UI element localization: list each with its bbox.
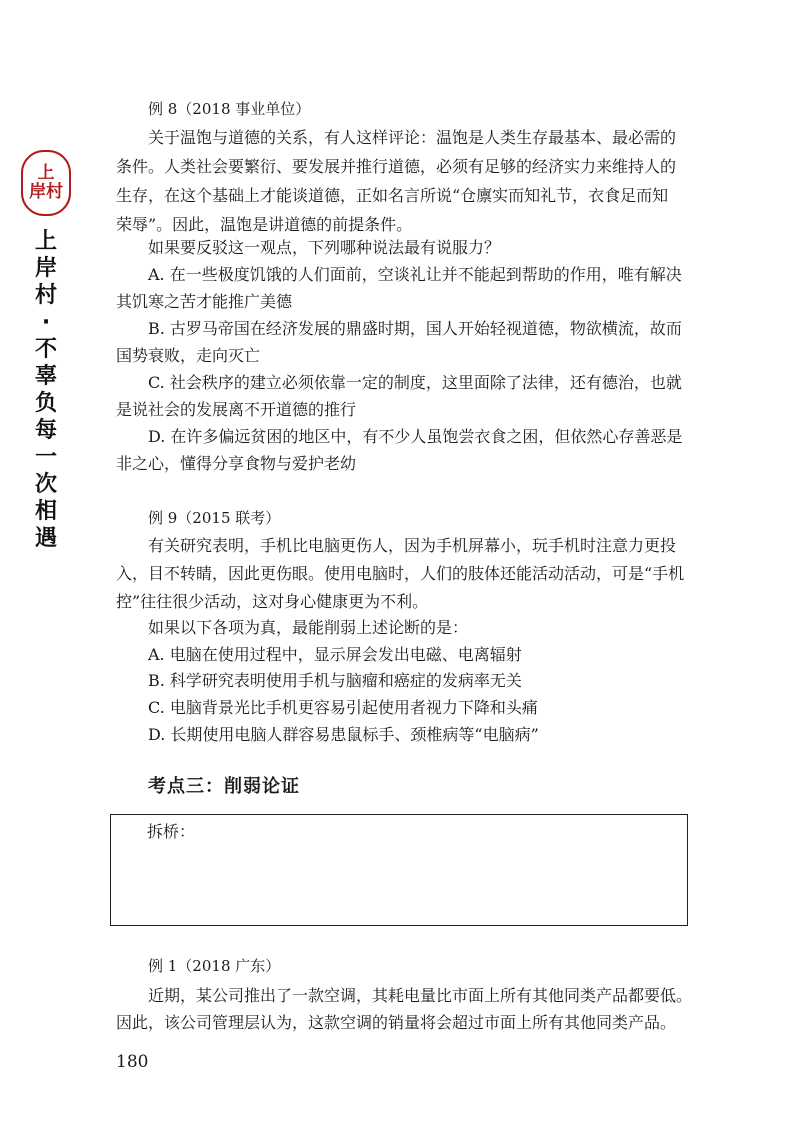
motto-char: 一 — [34, 445, 57, 470]
example-8-option-d: D. 在许多偏远贫困的地区中，有不少人虽饱尝衣食之困，但依然心存善恶是 — [148, 427, 683, 446]
example-8-question: 如果要反驳这一观点，下列哪种说法最有说服力？ — [148, 238, 501, 257]
example-8-stem-line: 生存，在这个基础上才能谈道德，正如名言所说“仓廪实而知礼节，衣食足而知 — [116, 186, 669, 205]
example-8-stem-line: 关于温饱与道德的关系，有人这样评论：温饱是人类生存最基本、最必需的 — [148, 128, 677, 147]
motto-char: · — [41, 310, 51, 335]
example-8-option-a-cont: 其饥寒之苦才能推广美德 — [116, 292, 293, 311]
example-9-option-b: B. 科学研究表明使用手机与脑瘤和癌症的发病率无关 — [148, 671, 522, 690]
example-9-stem-line: 有关研究表明，手机比电脑更伤人，因为手机屏幕小，玩手机时注意力更投 — [148, 536, 677, 555]
example-1-title: 例 1（2018 广东） — [148, 957, 281, 975]
example-8-option-c: C. 社会秩序的建立必须依靠一定的制度，这里面除了法律，还有德治，也就 — [148, 373, 682, 392]
note-box — [110, 814, 688, 926]
motto-char: 不 — [34, 337, 57, 362]
motto-char: 负 — [34, 391, 57, 416]
example-8-stem-line: 荣辱”。因此，温饱是讲道德的前提条件。 — [116, 215, 413, 234]
example-8-stem-line: 条件。人类社会要繁衍、要发展并推行道德，必须有足够的经济实力来维持人的 — [116, 157, 677, 176]
motto-char: 每 — [34, 418, 57, 443]
motto-char: 辜 — [34, 364, 57, 389]
example-9-stem-line: 入，目不转睛，因此更伤眼。使用电脑时，人们的肢体还能活动活动，可是“手机 — [116, 564, 685, 583]
example-9-option-c: C. 电脑背景光比手机更容易引起使用者视力下降和头痛 — [148, 698, 538, 717]
example-1-stem-line: 因此，该公司管理层认为，这款空调的销量将会超过市面上所有其他同类产品。 — [116, 1013, 677, 1032]
motto-char: 遇 — [34, 526, 57, 551]
brand-motto — [35, 228, 57, 552]
motto-char: 上 — [34, 229, 57, 254]
example-9-option-a: A. 电脑在使用过程中，显示屏会发出电磁、电离辐射 — [148, 645, 522, 664]
example-9-option-d: D. 长期使用电脑人群容易患鼠标手、颈椎病等“电脑病” — [148, 725, 539, 744]
example-1-stem-line: 近期，某公司推出了一款空调，其耗电量比市面上所有其他同类产品都要低。 — [148, 986, 693, 1005]
page-number: 180 — [116, 1052, 149, 1072]
example-9-title: 例 9（2015 联考） — [148, 509, 281, 527]
example-9-question: 如果以下各项为真，最能削弱上述论断的是： — [148, 618, 469, 637]
motto-char: 村 — [34, 283, 57, 308]
motto-char: 次 — [34, 472, 57, 497]
sidebar-brand — [14, 150, 78, 552]
seal-char: 岸村 — [29, 182, 63, 202]
example-8-option-b: B. 古罗马帝国在经济发展的鼎盛时期，国人开始轻视道德，物欲横流，故而 — [148, 319, 682, 338]
example-8-option-b-cont: 国势衰败，走向灭亡 — [116, 346, 261, 365]
motto-char: 相 — [34, 499, 57, 524]
section-heading: 考点三：削弱论证 — [148, 776, 300, 797]
example-8-option-a: A. 在一些极度饥饿的人们面前，空谈礼让并不能起到帮助的作用，唯有解决 — [148, 265, 682, 284]
example-9-stem-line: 控”往往很少活动，这对身心健康更为不利。 — [116, 592, 429, 611]
example-8-title: 例 8（2018 事业单位） — [148, 100, 311, 118]
example-8-option-d-cont: 非之心，懂得分享食物与爱护老幼 — [116, 454, 357, 473]
brand-seal-logo — [21, 150, 71, 216]
seal-char: 上 — [37, 163, 55, 183]
note-box-label: 拆桥： — [147, 822, 196, 841]
example-8-option-c-cont: 是说社会的发展离不开道德的推行 — [116, 400, 357, 419]
motto-char: 岸 — [34, 256, 57, 281]
